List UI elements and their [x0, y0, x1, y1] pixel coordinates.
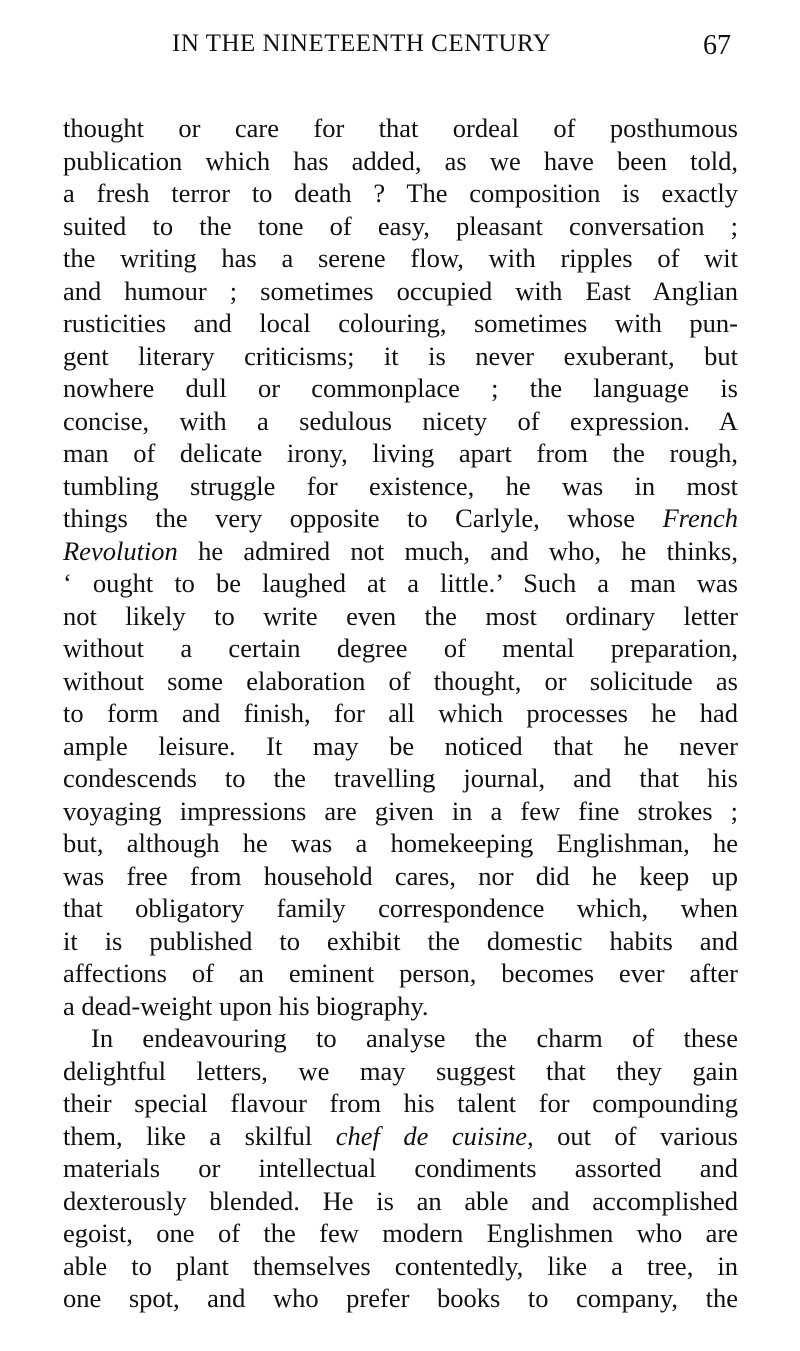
text-segment: not likely to write even the most ordinary letter: [63, 600, 738, 631]
text-line: [63, 567, 738, 600]
text-segment: that obligatory family correspondence which, when: [63, 893, 738, 923]
text-line: [63, 697, 738, 730]
running-title: IN THE NINETEENTH CENTURY: [172, 30, 552, 57]
text-segment: dexterously blended. He is an able and accomplished: [63, 1185, 738, 1216]
text-line: [63, 470, 738, 503]
text-line: [63, 925, 738, 958]
text-segment: tumbling struggle for existence, he was in most: [63, 470, 738, 501]
text-line: [63, 502, 738, 535]
italic-text: chef de cuisine,: [335, 1120, 534, 1151]
text-line: [63, 1282, 738, 1315]
text-segment: In endeavouring to analyse the charm of these: [91, 1023, 738, 1053]
text-segment: and humour ; sometimes occupied with East Anglian: [63, 275, 738, 306]
text-line: [63, 242, 738, 275]
text-segment: voyaging impressions are given in a few fine strokes ;: [63, 795, 738, 826]
text-segment: concise, with a sedulous nicety of expression. A: [63, 405, 738, 436]
text-line: [63, 1120, 738, 1153]
text-segment: ‘ ought to be laughed at a little.’ Such a man was: [63, 568, 738, 598]
text-segment: egoist, one of the few modern Englishmen who are: [63, 1218, 738, 1248]
text-line: [63, 372, 738, 405]
text-line: [63, 275, 738, 308]
text-line: [63, 210, 738, 243]
text-segment: materials or intellectual condiments assorted and: [63, 1153, 738, 1183]
text-line: [63, 957, 738, 990]
text-line: [63, 1250, 738, 1283]
text-segment: affections of an eminent person, becomes ever after: [63, 958, 738, 988]
text-line: [63, 665, 738, 698]
text-line: [63, 437, 738, 470]
text-segment: gent literary criticisms; it is never exuberant, but: [63, 340, 738, 371]
page-number: 67: [703, 30, 731, 61]
text-segment: he admired not much, and who, he thinks,: [177, 535, 738, 566]
text-line: [63, 762, 738, 795]
text-segment: nowhere dull or commonplace ; the language is: [63, 373, 738, 403]
text-line: [63, 600, 738, 633]
text-segment: a fresh terror to death ? The composition is exactly: [63, 178, 738, 208]
italic-text: Revolution: [63, 535, 178, 566]
text-segment: but, although he was a homekeeping Englishman, he: [63, 828, 738, 858]
text-segment: suited to the tone of easy, pleasant conversation ;: [63, 210, 738, 241]
text-segment: one spot, and who prefer books to company, the: [63, 1283, 738, 1313]
text-line: [63, 795, 738, 828]
page-body: [63, 112, 738, 1315]
text-segment: out of various: [533, 1120, 738, 1151]
text-line: [63, 892, 738, 925]
text-line: [63, 1217, 738, 1250]
text-line: [63, 535, 738, 568]
italic-text: French: [662, 503, 738, 533]
text-line: [63, 340, 738, 373]
text-line: [63, 112, 738, 145]
text-segment: them, like a skilful: [63, 1120, 336, 1151]
text-line: [63, 1055, 738, 1088]
text-segment: without some elaboration of thought, or solicitude as: [63, 665, 738, 696]
text-line: [63, 1185, 738, 1218]
text-line: [63, 1152, 738, 1185]
text-segment: condescends to the travelling journal, and that his: [63, 763, 738, 793]
text-line: [63, 990, 738, 1023]
text-segment: without a certain degree of mental preparation,: [63, 633, 738, 663]
text-segment: thought or care for that ordeal of posthumous: [63, 113, 738, 143]
text-segment: ample leisure. It may be noticed that he never: [63, 730, 738, 761]
text-segment: to form and finish, for all which processes he had: [63, 698, 738, 728]
text-segment: publication which has added, as we have been told,: [63, 145, 738, 176]
text-line: [63, 632, 738, 665]
text-segment: man of delicate irony, living apart from the rough,: [63, 438, 738, 468]
text-segment: rusticities and local colouring, sometimes with pun-: [63, 308, 738, 338]
text-line: [63, 177, 738, 210]
text-line: [63, 827, 738, 860]
text-line: [63, 860, 738, 893]
text-segment: able to plant themselves contentedly, like a tree, in: [63, 1250, 738, 1281]
text-segment: it is published to exhibit the domestic habits and: [63, 925, 738, 956]
text-line: [63, 1087, 738, 1120]
text-segment: a dead-weight upon his biography.: [63, 990, 429, 1021]
text-line: [63, 730, 738, 763]
text-line: [63, 1022, 738, 1055]
text-segment: their special flavour from his talent for compounding: [63, 1088, 738, 1118]
text-segment: the writing has a serene flow, with ripples of wit: [63, 243, 738, 273]
paragraph: [63, 112, 738, 1022]
text-line: [63, 145, 738, 178]
paragraph: [63, 1022, 738, 1315]
text-segment: delightful letters, we may suggest that they gain: [63, 1055, 738, 1086]
text-segment: things the very opposite to Carlyle, whose: [63, 503, 663, 533]
text-line: [63, 405, 738, 438]
text-line: [63, 307, 738, 340]
text-segment: was free from household cares, nor did he keep up: [63, 860, 738, 891]
